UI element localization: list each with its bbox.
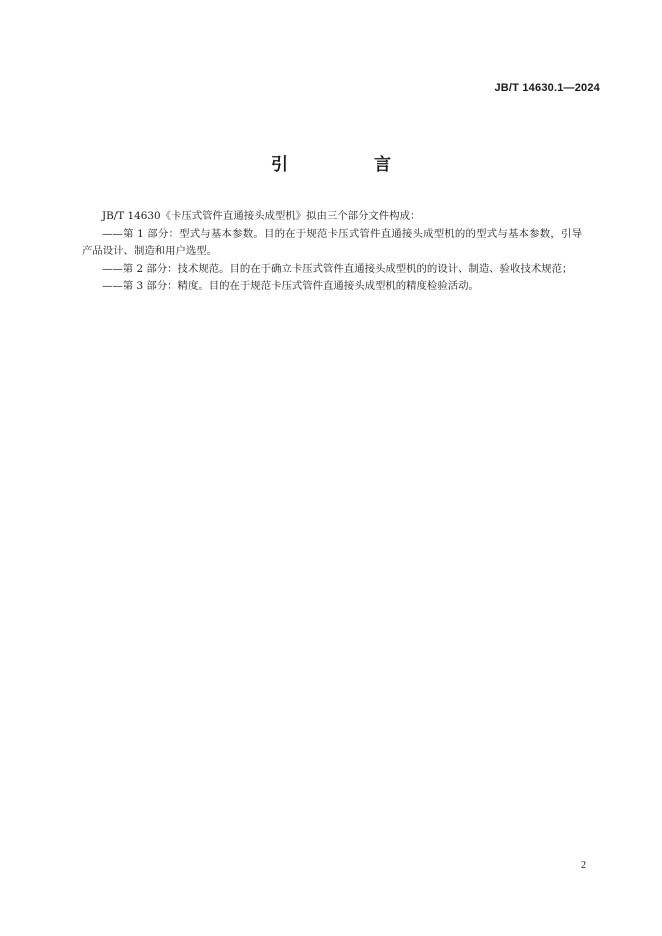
section-title: 引 言: [271, 155, 431, 175]
part-2-item: ——第 2 部分：技术规范。目的在于确立卡压式管件直通接头成型机的的设计、制造、验收技术规范；: [102, 262, 573, 275]
part-3-item: ——第 3 部分：精度。目的在于规范卡压式管件直通接头成型机的精度检验活动。: [102, 280, 479, 292]
introduction-body: [82, 208, 582, 296]
page-number: 2: [581, 860, 586, 871]
part-1-item: ——第 1 部分：型式与基本参数。目的在于规范卡压式管件直通接头成型机的的型式与基本参数，引导产品设计、制造和用户选型。: [82, 227, 582, 257]
intro-paragraph: JB/T 14630《卡压式管件直通接头成型机》拟由三个部分文件构成：: [102, 210, 421, 222]
standard-number: JB/T 14630.1—2024: [494, 82, 600, 94]
